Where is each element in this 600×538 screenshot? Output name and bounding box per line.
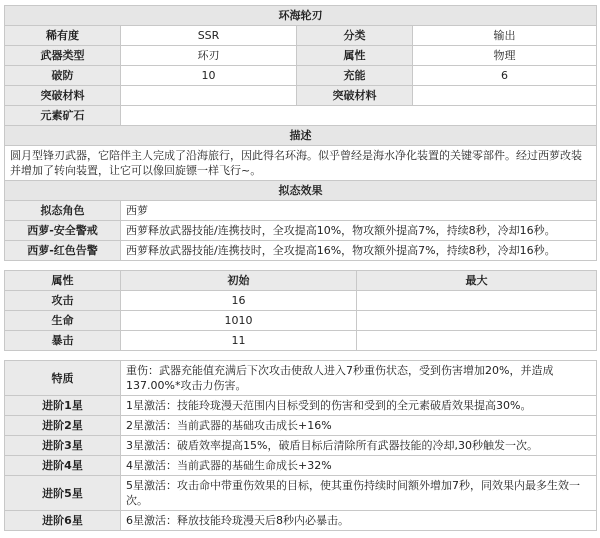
stat-name: 暴击 (5, 331, 121, 351)
element-ore-value (121, 106, 597, 126)
star-text: 5星激活：攻击命中带重伤效果的目标，使其重伤持续时间额外增加7秒，同效果内最多生效一次。 (121, 476, 597, 511)
stats-header-row (5, 271, 597, 291)
star-row (5, 456, 597, 476)
star-text: 4星激活：当前武器的基础生命成长+32% (121, 456, 597, 476)
star-row (5, 476, 597, 511)
star-label: 进阶3星 (5, 436, 121, 456)
mimic-role-value: 西萝 (121, 201, 597, 221)
element-ore-label: 元素矿石 (5, 106, 121, 126)
stat-max (357, 331, 597, 351)
stats-row (5, 311, 597, 331)
star-row (5, 396, 597, 416)
info-row-ore (5, 106, 597, 126)
mimic-header: 拟态效果 (5, 181, 597, 201)
breakthrough-material-label-1: 突破材料 (5, 86, 121, 106)
mimic-effect-label: 西萝-红色告警 (5, 241, 121, 261)
stats-table (4, 270, 597, 351)
shield-break-label: 破防 (5, 66, 121, 86)
trait-label: 特质 (5, 361, 121, 396)
rarity-value: SSR (121, 26, 297, 46)
star-label: 进阶2星 (5, 416, 121, 436)
star-label: 进阶4星 (5, 456, 121, 476)
star-row (5, 416, 597, 436)
breakthrough-material-value-1 (121, 86, 297, 106)
weapon-type-label: 武器类型 (5, 46, 121, 66)
stat-name: 攻击 (5, 291, 121, 311)
stat-name: 生命 (5, 311, 121, 331)
stats-row (5, 291, 597, 311)
star-row (5, 436, 597, 456)
stat-initial: 1010 (121, 311, 357, 331)
stats-header-max: 最大 (357, 271, 597, 291)
breakthrough-material-value-2 (413, 86, 597, 106)
element-value: 物理 (413, 46, 597, 66)
weapon-info-table (4, 5, 597, 261)
shield-break-value: 10 (121, 66, 297, 86)
weapon-type-value: 环刃 (121, 46, 297, 66)
stat-initial: 16 (121, 291, 357, 311)
info-row-type (5, 46, 597, 66)
mimic-effect-row (5, 241, 597, 261)
stats-header-initial: 初始 (121, 271, 357, 291)
mimic-effect-row (5, 221, 597, 241)
mimic-role-row (5, 201, 597, 221)
category-value: 输出 (413, 26, 597, 46)
stat-max (357, 311, 597, 331)
star-label: 进阶6星 (5, 511, 121, 531)
star-text: 6星激活：释放技能玲珑漫天后8秒内必暴击。 (121, 511, 597, 531)
star-row (5, 511, 597, 531)
info-row-materials (5, 86, 597, 106)
charge-value: 6 (413, 66, 597, 86)
advancement-table (4, 360, 597, 531)
stats-row (5, 331, 597, 351)
stat-max (357, 291, 597, 311)
description-header: 描述 (5, 126, 597, 146)
description-text: 圆月型锋刃武器，它陪伴主人完成了沿海旅行，因此得名环海。似乎曾经是海水净化装置的关键零部件。经过西萝改装并增加了转向装置，让它可以像回旋镖一样飞行~。 (5, 146, 597, 181)
category-label: 分类 (297, 26, 413, 46)
star-text: 3星激活：破盾效率提高15%，破盾目标后清除所有武器技能的冷却,30秒触发一次。 (121, 436, 597, 456)
star-label: 进阶1星 (5, 396, 121, 416)
mimic-effect-text: 西萝释放武器技能/连携技时，全攻提高16%，物攻额外提高7%，持续8秒，冷却16秒。 (121, 241, 597, 261)
star-label: 进阶5星 (5, 476, 121, 511)
breakthrough-material-label-2: 突破材料 (297, 86, 413, 106)
stat-initial: 11 (121, 331, 357, 351)
weapon-title: 环海轮刃 (5, 6, 597, 26)
rarity-label: 稀有度 (5, 26, 121, 46)
mimic-role-label: 拟态角色 (5, 201, 121, 221)
trait-row (5, 361, 597, 396)
star-text: 1星激活：技能玲珑漫天范围内目标受到的伤害和受到的全元素破盾效果提高30%。 (121, 396, 597, 416)
info-row-rarity (5, 26, 597, 46)
stats-header-attribute: 属性 (5, 271, 121, 291)
element-label: 属性 (297, 46, 413, 66)
mimic-effect-label: 西萝-安全警戒 (5, 221, 121, 241)
charge-label: 充能 (297, 66, 413, 86)
star-text: 2星激活：当前武器的基础攻击成长+16% (121, 416, 597, 436)
info-row-break (5, 66, 597, 86)
mimic-effect-text: 西萝释放武器技能/连携技时，全攻提高10%，物攻额外提高7%，持续8秒，冷却16秒。 (121, 221, 597, 241)
trait-text: 重伤：武器充能值充满后下次攻击使敌人进入7秒重伤状态，受到伤害增加20%，并造成137.00%*攻击力伤害。 (121, 361, 597, 396)
